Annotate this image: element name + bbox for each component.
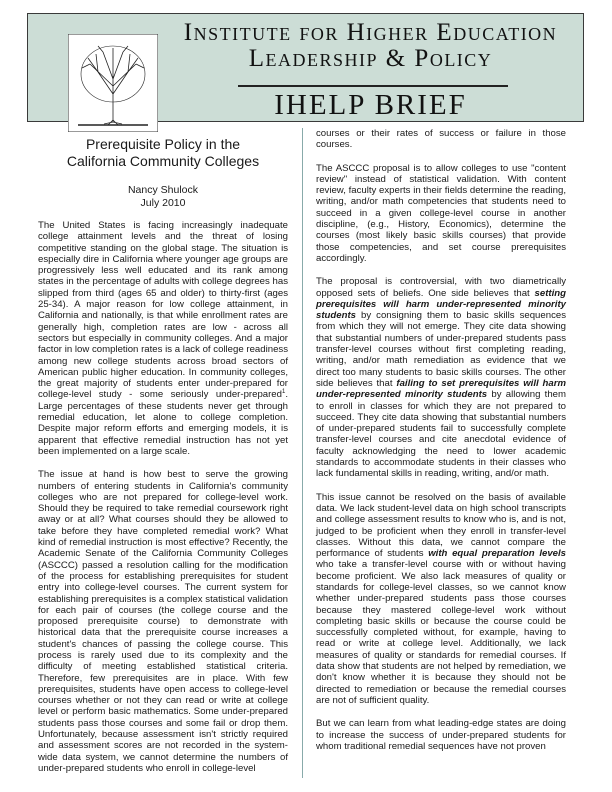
left-column (38, 128, 288, 786)
institute-name-line2: Leadership & Policy (248, 45, 493, 72)
brief-title: IHELP BRIEF (274, 89, 467, 121)
paragraph-7: But we can learn from what leading-edge states are doing to increase the success of under-prepared students for whom traditional remedial sequences have not proven (316, 718, 566, 752)
paragraph-6-text-2: who take a transfer-level course with or without having become proficient. We also lack measures of quality or standards for college-level classes, so we cannot know whether under-prepared students pass those courses because they mastered college-level work without completing basic skills or because the course could be successfully completed without, for example, having to read or write at college level. Additionally, we lack measures of quality or standards for remedial courses. If data show that students are not helped by remediation, we don't know whether it is because they should not be directed to remediation or because the remedial courses are not of sufficient quality. (316, 559, 566, 706)
paragraph-6-text: This issue cannot be resolved on the basis of available data. We lack student-level data on high school transcripts and college assessment results to know who is, and is not, judged to be proficient when they enroll in transfer-level classes. Without this data, we cannot compare the performance of students (316, 491, 566, 560)
paragraph-5-text-3: by allowing them to enroll in classes for which they are not prepared to succeed. They cite data showing that substantial numbers of under-prepared students fail to successfully complete transfer-level courses and cite anecdotal evidence of faculty acknowledging the need to lower academic standards to accommodate students in their classes who lack fundamental skills in reading, writing, and/or math. (316, 389, 567, 480)
paragraph-2: The issue at hand is how best to serve the growing numbers of entering students in California's community colleges who are not prepared for college-level work. Should they be required to take remedial coursework right away or at all? What courses should they be allowed to take before they have completed remedial work? What kind of remedial instruction is most effective? Recently, the Academic Senate of the California Community Colleges (ASCCC) passed a resolution calling for the modification of the process for establishing prerequisites for student entry into college-level courses. The current system for establishing prerequisites is a complex statistical validation for each pair of courses (the college course and the proposed prerequisite course) to demonstrate with historical data that the prerequisite course increases a student's chances of passing the college course. This process is rarely used due to its complexity and the difficulty of meeting established statistical criteria. Therefore, few prerequisites are in place. With few prerequisites, students have open access to college-level courses whether or not they can read or write at college level or perform basic mathematics. Some under-prepared students pass those courses and some fail or drop them. Unfortunately, because assessment isn't strictly required and assessment scores are not recorded in the system-wide data system, we cannot determine the numbers of under-prepared students who enroll in college-level (38, 469, 288, 774)
byline (38, 184, 288, 210)
right-column (316, 128, 566, 764)
paragraph-5-text-2: by consigning them to basic skills sequences from which they will not emerge. They cite data showing that substantial numbers of under-prepared students pass transfer-level courses without first completing reading, writing, and/or math remediation as evidence that we direct too many students to basic skills courses. The other side believes that (316, 310, 566, 389)
paragraph-4: The ASCCC proposal is to allow colleges to use "content review" instead of statistical validation. With content review, faculty experts in their fields determine the reading, writing, and/or math competencies that students need to succeed in a given college-level course in another discipline, (e.g., History, Economics), determine the courses (most likely basic skills courses) that provide those competencies, and set course prerequisites accordingly. (316, 162, 566, 264)
paragraph-1 (38, 220, 288, 457)
paragraph-5-emphasis-1: setting prerequisites will harm under-represented minority students (316, 287, 566, 322)
paragraph-5-text: The proposal is controversial, with two diametrically opposed sets of beliefs. One side believes that (316, 276, 566, 299)
column-divider (302, 128, 303, 778)
tree-logo-icon (68, 34, 158, 132)
footnote-marker: 1 (281, 389, 286, 396)
title-line2: California Community Colleges (66, 153, 260, 169)
paragraph-1-text-cont: . Large percentages of these students never get through remedial education, let alone to college completion. Despite major reform efforts and emerging models, it is apparent that effective remedial instruction has not yet been implemented on a large scale. (38, 389, 288, 457)
paragraph-6-emphasis: with equal preparation levels (428, 548, 566, 560)
paragraph-1-text: The United States is facing increasingly inadequate college attainment levels and the threat of losing competitive standing on the global stage. The situation is especially dire in California where younger age groups are progressively less well educated and its rank among states in the percentage of adults with college degrees has slipped from third (ages 65 and older) to thirty-first (ages 25-34). A major reason for low college attainment, in California and nationally, is that while enrollment rates are generally high, completion rates are low - across all sectors but especially in community colleges. And a major factor in low completion rates is a lack of college readiness among new college students across broad sectors of American public higher education. In community colleges, the great majority of students enter under-prepared for college-level study - some seriously under-prepared (38, 220, 288, 401)
paragraph-5 (316, 276, 566, 479)
institute-name-line1: Institute for Higher Education (183, 19, 558, 46)
paragraph-6 (316, 492, 566, 707)
paragraph-5-emphasis-2: failing to set prerequisites will harm under-represented minority students (316, 377, 566, 401)
paragraph-3: courses or their rates of success or failure in those courses. (316, 128, 566, 151)
document-title (38, 136, 288, 170)
title-line1: Prerequisite Policy in the (85, 136, 241, 152)
date: July 2010 (140, 197, 186, 209)
header-rule (238, 85, 508, 87)
masthead (27, 13, 584, 122)
author: Nancy Shulock (127, 184, 199, 196)
